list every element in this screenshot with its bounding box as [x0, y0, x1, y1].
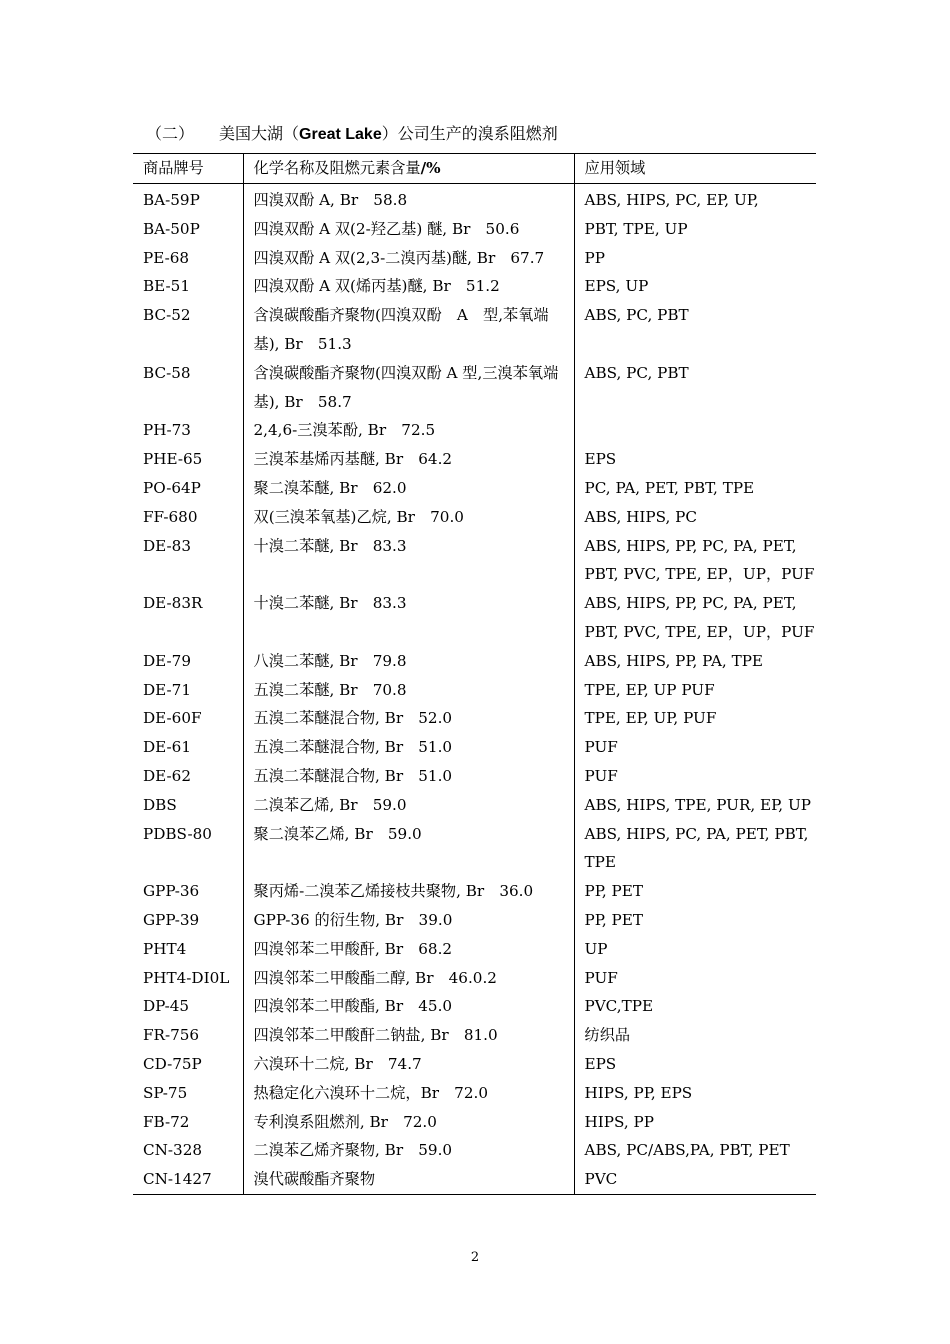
- cell-chemical-name: 二溴苯乙烯, Br 59.0: [243, 791, 574, 820]
- section-heading: [146, 121, 558, 144]
- cell-chemical-name: 三溴苯基烯丙基醚, Br 64.2: [243, 445, 574, 474]
- cell-brand: BA-50P: [143, 219, 200, 238]
- cell-brand: DE-83R: [143, 594, 203, 613]
- table-row: [133, 676, 816, 705]
- cell-brand: BE-51: [143, 277, 190, 296]
- table-row: [133, 1165, 816, 1194]
- cell-application: PC, PA, PET, PBT, TPE: [584, 478, 755, 497]
- flame-retardant-table: [133, 153, 816, 1195]
- cell-brand: CD-75P: [143, 1054, 202, 1073]
- cell-brand: PH-73: [143, 421, 191, 440]
- table-row: [133, 762, 816, 791]
- cell-chemical-name: 五溴二苯醚混合物, Br 51.0: [243, 733, 574, 762]
- cell-chemical-name: 六溴环十二烷, Br 74.7: [243, 1050, 574, 1079]
- table-row: [133, 647, 816, 676]
- cell-chemical-name: 四溴双酚 A 双(2,3-二溴丙基)醚, Br 67.7: [243, 244, 574, 273]
- table-row: [133, 935, 816, 964]
- table-row: [133, 474, 816, 503]
- cell-application: PUF: [584, 968, 618, 987]
- cell-application: ABS, HIPS, PC, EP, UP,: [584, 191, 759, 209]
- cell-brand: CN-1427: [143, 1170, 212, 1189]
- table-row: [133, 416, 816, 445]
- cell-application: PVC,TPE: [584, 997, 654, 1016]
- table-row: [133, 791, 816, 820]
- cell-application: ABS, HIPS, PP, PC, PA, PET, PBT, PVC, TPE, EP，UP，PUF: [584, 536, 815, 584]
- cell-application: PVC: [584, 1170, 618, 1189]
- cell-application: ABS, HIPS, PP, PC, PA, PET, PBT, PVC, TPE, EP，UP，PUF: [584, 594, 815, 641]
- table-row: [133, 503, 816, 532]
- cell-application: EPS: [584, 1054, 617, 1073]
- cell-chemical-name: 二溴苯乙烯齐聚物, Br 59.0: [243, 1136, 574, 1165]
- cell-application: ABS, HIPS, PC, PA, PET, PBT, TPE: [584, 824, 809, 872]
- table-row: [133, 359, 816, 417]
- cell-chemical-name: 专利溴系阻燃剂, Br 72.0: [243, 1108, 574, 1137]
- table-row: [133, 964, 816, 993]
- cell-application: ABS, HIPS, TPE, PUR, EP, UP: [584, 795, 811, 814]
- table-row: [133, 532, 816, 590]
- cell-application: ABS, PC/ABS,PA, PBT, PET: [584, 1141, 790, 1160]
- cell-chemical-name: 四溴邻苯二甲酸酯, Br 45.0: [243, 992, 574, 1021]
- table-row: [133, 272, 816, 301]
- table-row: [133, 906, 816, 935]
- cell-chemical-name: 聚二溴苯醚, Br 62.0: [243, 474, 574, 503]
- cell-chemical-name: 2,4,6-三溴苯酚, Br 72.5: [243, 416, 574, 445]
- cell-chemical-name: 五溴二苯醚混合物, Br 51.0: [243, 762, 574, 791]
- table-row: [133, 244, 816, 273]
- cell-application: UP: [584, 939, 608, 958]
- table-row: [133, 445, 816, 474]
- cell-chemical-name: 含溴碳酸酯齐聚物(四溴双酚 A 型,三溴苯氧端基), Br 58.7: [243, 359, 574, 417]
- cell-application: TPE, EP, UP, PUF: [584, 709, 717, 728]
- table-row: [133, 184, 816, 215]
- cell-brand: SP-75: [143, 1083, 188, 1102]
- table-row: [133, 992, 816, 1021]
- cell-application: 纺织品: [584, 1026, 631, 1045]
- cell-brand: PHT4-DI0L: [143, 968, 230, 987]
- cell-chemical-name: 四溴双酚 A 双(烯丙基)醚, Br 51.2: [243, 272, 574, 301]
- cell-application: HIPS, PP, EPS: [584, 1083, 693, 1102]
- cell-brand: PHT4: [143, 939, 187, 958]
- cell-application: PUF: [584, 738, 618, 757]
- cell-application: PP: [584, 248, 605, 267]
- table-row: [133, 1050, 816, 1079]
- cell-chemical-name: 五溴二苯醚, Br 70.8: [243, 676, 574, 705]
- table-row: [133, 589, 816, 647]
- header-chemical-name: [243, 154, 574, 184]
- cell-chemical-name: GPP-36 的衍生物, Br 39.0: [243, 906, 574, 935]
- cell-chemical-name: 四溴邻苯二甲酸酐, Br 68.2: [243, 935, 574, 964]
- page-number: 2: [470, 1250, 480, 1265]
- table-row: [133, 704, 816, 733]
- cell-chemical-name: 十溴二苯醚, Br 83.3: [243, 589, 574, 647]
- table-header-row: [133, 154, 816, 184]
- table-row: [133, 1136, 816, 1165]
- cell-chemical-name: 四溴双酚 A, Br 58.8: [243, 184, 574, 215]
- cell-brand: PHE-65: [143, 450, 203, 469]
- header-unit: /%: [420, 159, 441, 177]
- cell-chemical-name: 五溴二苯醚混合物, Br 52.0: [243, 704, 574, 733]
- company-name: Great Lake: [299, 126, 382, 143]
- header-application: 应用领域: [574, 154, 816, 184]
- table-row: [133, 820, 816, 878]
- cell-brand: CN-328: [143, 1141, 203, 1160]
- cell-brand: BA-59P: [143, 191, 200, 209]
- cell-brand: PO-64P: [143, 478, 201, 497]
- cell-brand: DE-79: [143, 651, 192, 670]
- table-body: [133, 184, 816, 1194]
- cell-application: ABS, HIPS, PP, PA, TPE: [584, 651, 764, 670]
- cell-brand: DE-83: [143, 536, 192, 555]
- cell-chemical-name: 四溴双酚 A 双(2-羟乙基) 醚, Br 50.6: [243, 215, 574, 244]
- cell-chemical-name: 溴代碳酸酯齐聚物: [243, 1165, 574, 1194]
- cell-brand: GPP-39: [143, 910, 200, 929]
- cell-chemical-name: 含溴碳酸酯齐聚物(四溴双酚 A 型,苯氧端基), Br 51.3: [243, 301, 574, 359]
- cell-chemical-name: 十溴二苯醚, Br 83.3: [243, 532, 574, 590]
- table-row: [133, 877, 816, 906]
- cell-brand: PDBS-80: [143, 824, 212, 843]
- cell-application: ABS, HIPS, PC: [584, 507, 697, 526]
- cell-brand: DE-60F: [143, 709, 202, 728]
- cell-application: ABS, PC, PBT: [584, 306, 689, 325]
- cell-brand: BC-58: [143, 363, 191, 382]
- cell-brand: DP-45: [143, 997, 190, 1016]
- cell-chemical-name: 热稳定化六溴环十二烷，Br 72.0: [243, 1079, 574, 1108]
- cell-chemical-name: 八溴二苯醚, Br 79.8: [243, 647, 574, 676]
- cell-chemical-name: 双(三溴苯氧基)乙烷, Br 70.0: [243, 503, 574, 532]
- cell-brand: DE-61: [143, 738, 192, 757]
- cell-application: PP, PET: [584, 910, 643, 929]
- header-chemical-label: 化学名称及阻燃元素含量: [253, 159, 421, 177]
- cell-brand: BC-52: [143, 306, 191, 325]
- cell-application: EPS, UP: [584, 277, 649, 296]
- heading-suffix: ）公司生产的溴系阻燃剂: [381, 124, 558, 143]
- cell-application: [574, 416, 816, 445]
- table-row: [133, 1079, 816, 1108]
- cell-brand: DBS: [143, 795, 177, 814]
- table-row: [133, 1021, 816, 1050]
- section-number: （二）: [146, 124, 195, 143]
- table-row: [133, 301, 816, 359]
- cell-application: PBT, TPE, UP: [584, 219, 688, 238]
- table-row: [133, 1108, 816, 1137]
- cell-brand: GPP-36: [143, 882, 200, 901]
- cell-chemical-name: 四溴邻苯二甲酸酯二醇, Br 46.0.2: [243, 964, 574, 993]
- cell-chemical-name: 四溴邻苯二甲酸酐二钠盐, Br 81.0: [243, 1021, 574, 1050]
- cell-brand: DE-62: [143, 766, 192, 785]
- cell-brand: FR-756: [143, 1026, 200, 1045]
- cell-brand: DE-71: [143, 680, 192, 699]
- table-row: [133, 733, 816, 762]
- cell-application: HIPS, PP: [584, 1112, 654, 1131]
- cell-chemical-name: 聚丙烯-二溴苯乙烯接枝共聚物, Br 36.0: [243, 877, 574, 906]
- header-brand: 商品牌号: [133, 154, 243, 184]
- cell-brand: FF-680: [143, 507, 198, 526]
- cell-application: TPE, EP, UP PUF: [584, 680, 715, 699]
- cell-application: EPS: [584, 450, 617, 469]
- cell-application: PP, PET: [584, 882, 643, 901]
- heading-prefix: 美国大湖（: [219, 124, 300, 143]
- cell-application: ABS, PC, PBT: [584, 363, 689, 382]
- cell-brand: PE-68: [143, 248, 190, 267]
- cell-chemical-name: 聚二溴苯乙烯, Br 59.0: [243, 820, 574, 878]
- table-row: [133, 215, 816, 244]
- cell-brand: FB-72: [143, 1112, 190, 1131]
- cell-application: PUF: [584, 766, 618, 785]
